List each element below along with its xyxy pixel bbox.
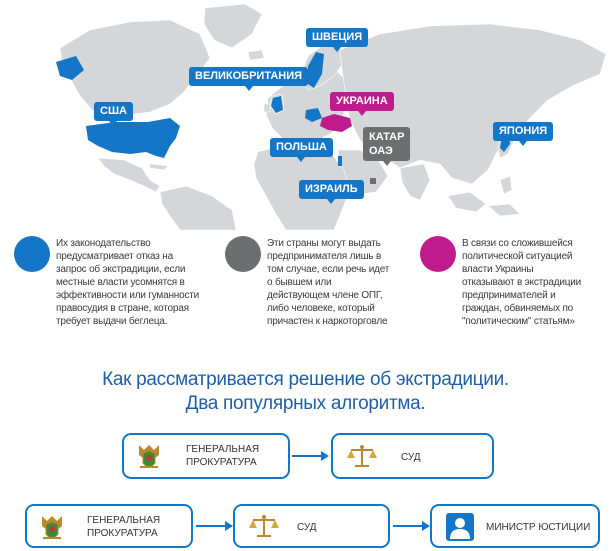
label-japan-text: ЯПОНИЯ	[499, 125, 548, 137]
flow1-prosecutor-label: ГЕНЕРАЛЬНАЯ ПРОКУРАТУРА	[186, 444, 260, 468]
legend-gray-text: Эти страны могут выдать предпринимателя лишь в том случае, если речь идет о бывшем или действующем члене ОПГ, либо человеке, который причастен к наркоторговле	[267, 238, 390, 327]
scales-icon	[249, 514, 279, 540]
flow1-prosecutor-box	[122, 433, 290, 479]
label-ukraine-text: УКРАИНА	[336, 95, 388, 107]
flow1-arrow	[292, 455, 322, 457]
label-uk	[189, 67, 308, 86]
label-japan	[493, 122, 553, 141]
flow2-court-box	[233, 504, 390, 548]
legend-gray-dot	[225, 236, 261, 272]
emblem-icon	[37, 512, 67, 544]
flow2-prosecutor-label: ГЕНЕРАЛЬНАЯ ПРОКУРАТУРА	[87, 515, 161, 539]
label-sweden-text: ШВЕЦИЯ	[312, 31, 363, 43]
label-usa-text: США	[100, 105, 127, 117]
label-israel-text: ИЗРАИЛЬ	[305, 183, 358, 195]
scales-icon	[347, 444, 377, 470]
title-line-2: Два популярных алгоритма.	[185, 393, 426, 414]
qatar-highlight	[370, 178, 376, 184]
israel-highlight	[338, 156, 342, 166]
flow2-arrow-2	[393, 525, 423, 527]
flow2-minister-label: МИНИСТР ЮСТИЦИИ	[486, 522, 591, 533]
flow2-minister-box	[430, 504, 600, 548]
label-ukraine	[330, 92, 394, 111]
emblem-icon	[134, 441, 164, 473]
label-sweden	[306, 28, 368, 47]
label-usa	[94, 102, 133, 121]
label-uae-text: ОАЭ	[369, 145, 393, 157]
label-poland	[270, 138, 333, 157]
flow2-prosecutor-box	[25, 504, 193, 548]
label-qatar-text: КАТАР	[369, 131, 405, 143]
flow2-arrow-1	[196, 525, 226, 527]
flow1-court-box	[331, 433, 494, 479]
legend-magenta-dot	[420, 236, 456, 272]
flow1-court-label: СУД	[401, 452, 421, 463]
title-line-1: Как рассматривается решение об экстрадиции.	[102, 369, 509, 390]
flow2-court-label: СУД	[297, 522, 317, 533]
label-uk-text: ВЕЛИКОБРИТАНИЯ	[195, 70, 303, 82]
legend-magenta-text: В связи со сложившейся политической ситуацией власти Украины отказывают в экстрадиции предпринимателей и граждан, обвиняемых по "политическим" статьям»	[462, 238, 582, 327]
label-poland-text: ПОЛЬША	[276, 141, 327, 153]
legend-blue-dot	[14, 236, 50, 272]
label-israel	[299, 180, 364, 199]
label-qatar-uae	[363, 127, 410, 161]
person-icon	[446, 513, 474, 541]
legend-blue-text: Их законодательство предусматривает отказ на запрос об экстрадиции, если местные власти усомнятся в эффективности или гуманности правосудия в стране, которая требует выдачи беглеца.	[56, 238, 200, 327]
